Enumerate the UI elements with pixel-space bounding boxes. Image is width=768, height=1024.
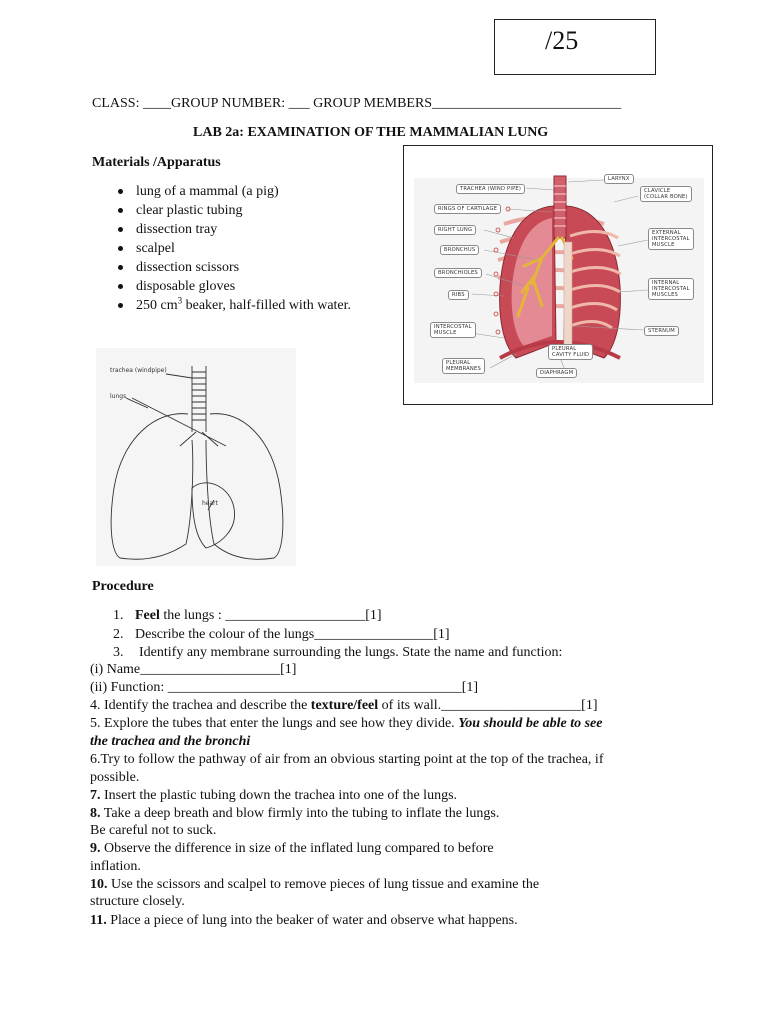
procedure-step-2 xyxy=(113,626,450,643)
step-emphasis: You should be able to see xyxy=(458,716,603,731)
respiratory-system-diagram xyxy=(403,145,713,405)
step-text: 5. Explore the tubes that enter the lungs and see how they divide. xyxy=(90,716,459,731)
label-line: INTERCOSTAL xyxy=(652,286,690,292)
label-line: INTERNAL xyxy=(652,280,680,286)
step-number: 2. xyxy=(113,627,124,642)
label-external-intercostal xyxy=(648,228,694,250)
list-item: clear plastic tubing xyxy=(118,201,351,220)
procedure-step-5-cont: the trachea and the bronchi xyxy=(90,734,251,749)
procedure-step-9 xyxy=(90,840,494,857)
step-text: Identify any membrane surrounding the lungs. State the name and function: xyxy=(139,645,563,660)
procedure-step-11 xyxy=(90,912,518,929)
procedure-step-3 xyxy=(113,644,562,661)
procedure-step-6-cont: possible. xyxy=(90,770,140,785)
procedure-heading: Procedure xyxy=(92,579,154,594)
procedure-step-5 xyxy=(90,715,602,732)
procedure-step-10 xyxy=(90,876,539,893)
lung-sketch-drawing xyxy=(96,348,296,566)
step-number: 9. xyxy=(90,841,101,856)
label-clavicle xyxy=(640,186,692,202)
sketch-label-trachea: trachea (windpipe) xyxy=(110,367,167,374)
label-larynx: LARYNX xyxy=(604,174,634,184)
beaker-superscript: 3 xyxy=(177,295,183,306)
label-line: EXTERNAL xyxy=(652,230,681,236)
step-keyword: Feel xyxy=(135,608,160,623)
label-line: CAVITY FLUID xyxy=(552,352,590,358)
list-item: disposable gloves xyxy=(118,277,351,296)
procedure-step-9-cont: inflation. xyxy=(90,859,141,874)
label-line: MUSCLE xyxy=(652,242,675,248)
sketch-label-heart: heart xyxy=(202,500,218,507)
label-line: INTERCOSTAL xyxy=(434,324,472,330)
name-answer-line: (i) Name____________________[1] xyxy=(90,662,297,677)
score-text: /25 xyxy=(545,26,579,55)
procedure-step-8 xyxy=(90,805,499,822)
label-intercostal-muscle xyxy=(430,322,476,338)
function-answer-line: (ii) Function: __________________________________________[1] xyxy=(90,680,479,695)
step-number: 11. xyxy=(90,913,107,928)
page-title: LAB 2a: EXAMINATION OF THE MAMMALIAN LUNG xyxy=(193,125,549,140)
procedure-step-6: 6.Try to follow the pathway of air from an obvious starting point at the top of the trachea, if xyxy=(90,752,604,767)
label-line: PLEURAL xyxy=(552,346,577,352)
label-ribs: RIBS xyxy=(448,290,469,300)
label-bronchioles: BRONCHIOLES xyxy=(434,268,482,278)
label-line: MEMBRANES xyxy=(446,366,481,372)
label-line: (COLLAR BONE) xyxy=(644,194,688,200)
procedure-step-8-cont: Be careful not to suck. xyxy=(90,823,217,838)
procedure-step-7 xyxy=(90,787,457,804)
label-line: INTERCOSTAL xyxy=(652,236,690,242)
class-group-line: CLASS: ____GROUP NUMBER: ___ GROUP MEMBERS___________________________ xyxy=(92,96,622,111)
step-text: Describe the colour of the lungs_________________[1] xyxy=(135,627,450,642)
label-line: PLEURAL xyxy=(446,360,471,366)
beaker-post: beaker, half-filled with water. xyxy=(182,298,352,313)
label-sternum: STERNUM xyxy=(644,326,679,336)
lung-sketch xyxy=(96,348,296,566)
label-diaphragm: DIAPHRAGM xyxy=(536,368,577,378)
list-item xyxy=(118,296,351,315)
step-text: Use the scissors and scalpel to remove pieces of lung tissue and examine the xyxy=(107,877,540,892)
label-right-lung: RIGHT LUNG xyxy=(434,225,476,235)
sketch-background xyxy=(96,348,296,566)
label-pleural-cavity-fluid xyxy=(548,344,593,360)
materials-list xyxy=(118,182,351,315)
step-number: 10. xyxy=(90,877,108,892)
step-text: 4. Identify the trachea and describe the xyxy=(90,698,311,713)
step-number: 3. xyxy=(113,645,124,660)
step-number: 1. xyxy=(113,608,124,623)
sternum xyxy=(564,242,572,352)
beaker-pre: 250 cm xyxy=(136,298,178,313)
label-line: CLAVICLE xyxy=(644,188,671,194)
step-keyword: texture/feel xyxy=(310,698,379,713)
label-rings-of-cartilage: RINGS OF CARTILAGE xyxy=(434,204,501,214)
label-internal-intercostal xyxy=(648,278,694,300)
procedure-step-1 xyxy=(113,607,382,624)
materials-heading: Materials /Apparatus xyxy=(92,155,221,170)
step-text: Take a deep breath and blow firmly into the tubing to inflate the lungs. xyxy=(100,806,500,821)
label-pleural-membranes xyxy=(442,358,485,374)
step-text: the lungs : ____________________[1] xyxy=(159,608,382,623)
label-line: MUSCLE xyxy=(434,330,457,336)
list-item: lung of a mammal (a pig) xyxy=(118,182,351,201)
list-item: scalpel xyxy=(118,239,351,258)
trachea xyxy=(554,176,566,238)
step-text: Place a piece of lung into the beaker of water and observe what happens. xyxy=(106,913,518,928)
step-number: 7. xyxy=(90,788,101,803)
step-text: Observe the difference in size of the inflated lung compared to before xyxy=(100,841,494,856)
label-trachea: TRACHEA (WIND PIPE) xyxy=(456,184,525,194)
sketch-label-lungs: lungs xyxy=(110,393,127,400)
label-bronchus: BRONCHUS xyxy=(440,245,479,255)
step-text: of its wall.____________________[1] xyxy=(378,698,598,713)
step-text: Insert the plastic tubing down the trachea into one of the lungs. xyxy=(100,788,458,803)
list-item: dissection scissors xyxy=(118,258,351,277)
score-box xyxy=(494,19,656,75)
list-item: dissection tray xyxy=(118,220,351,239)
procedure-step-4 xyxy=(90,697,598,714)
step-number: 8. xyxy=(90,806,101,821)
procedure-step-10-cont: structure closely. xyxy=(90,894,185,909)
label-line: MUSCLES xyxy=(652,292,679,298)
